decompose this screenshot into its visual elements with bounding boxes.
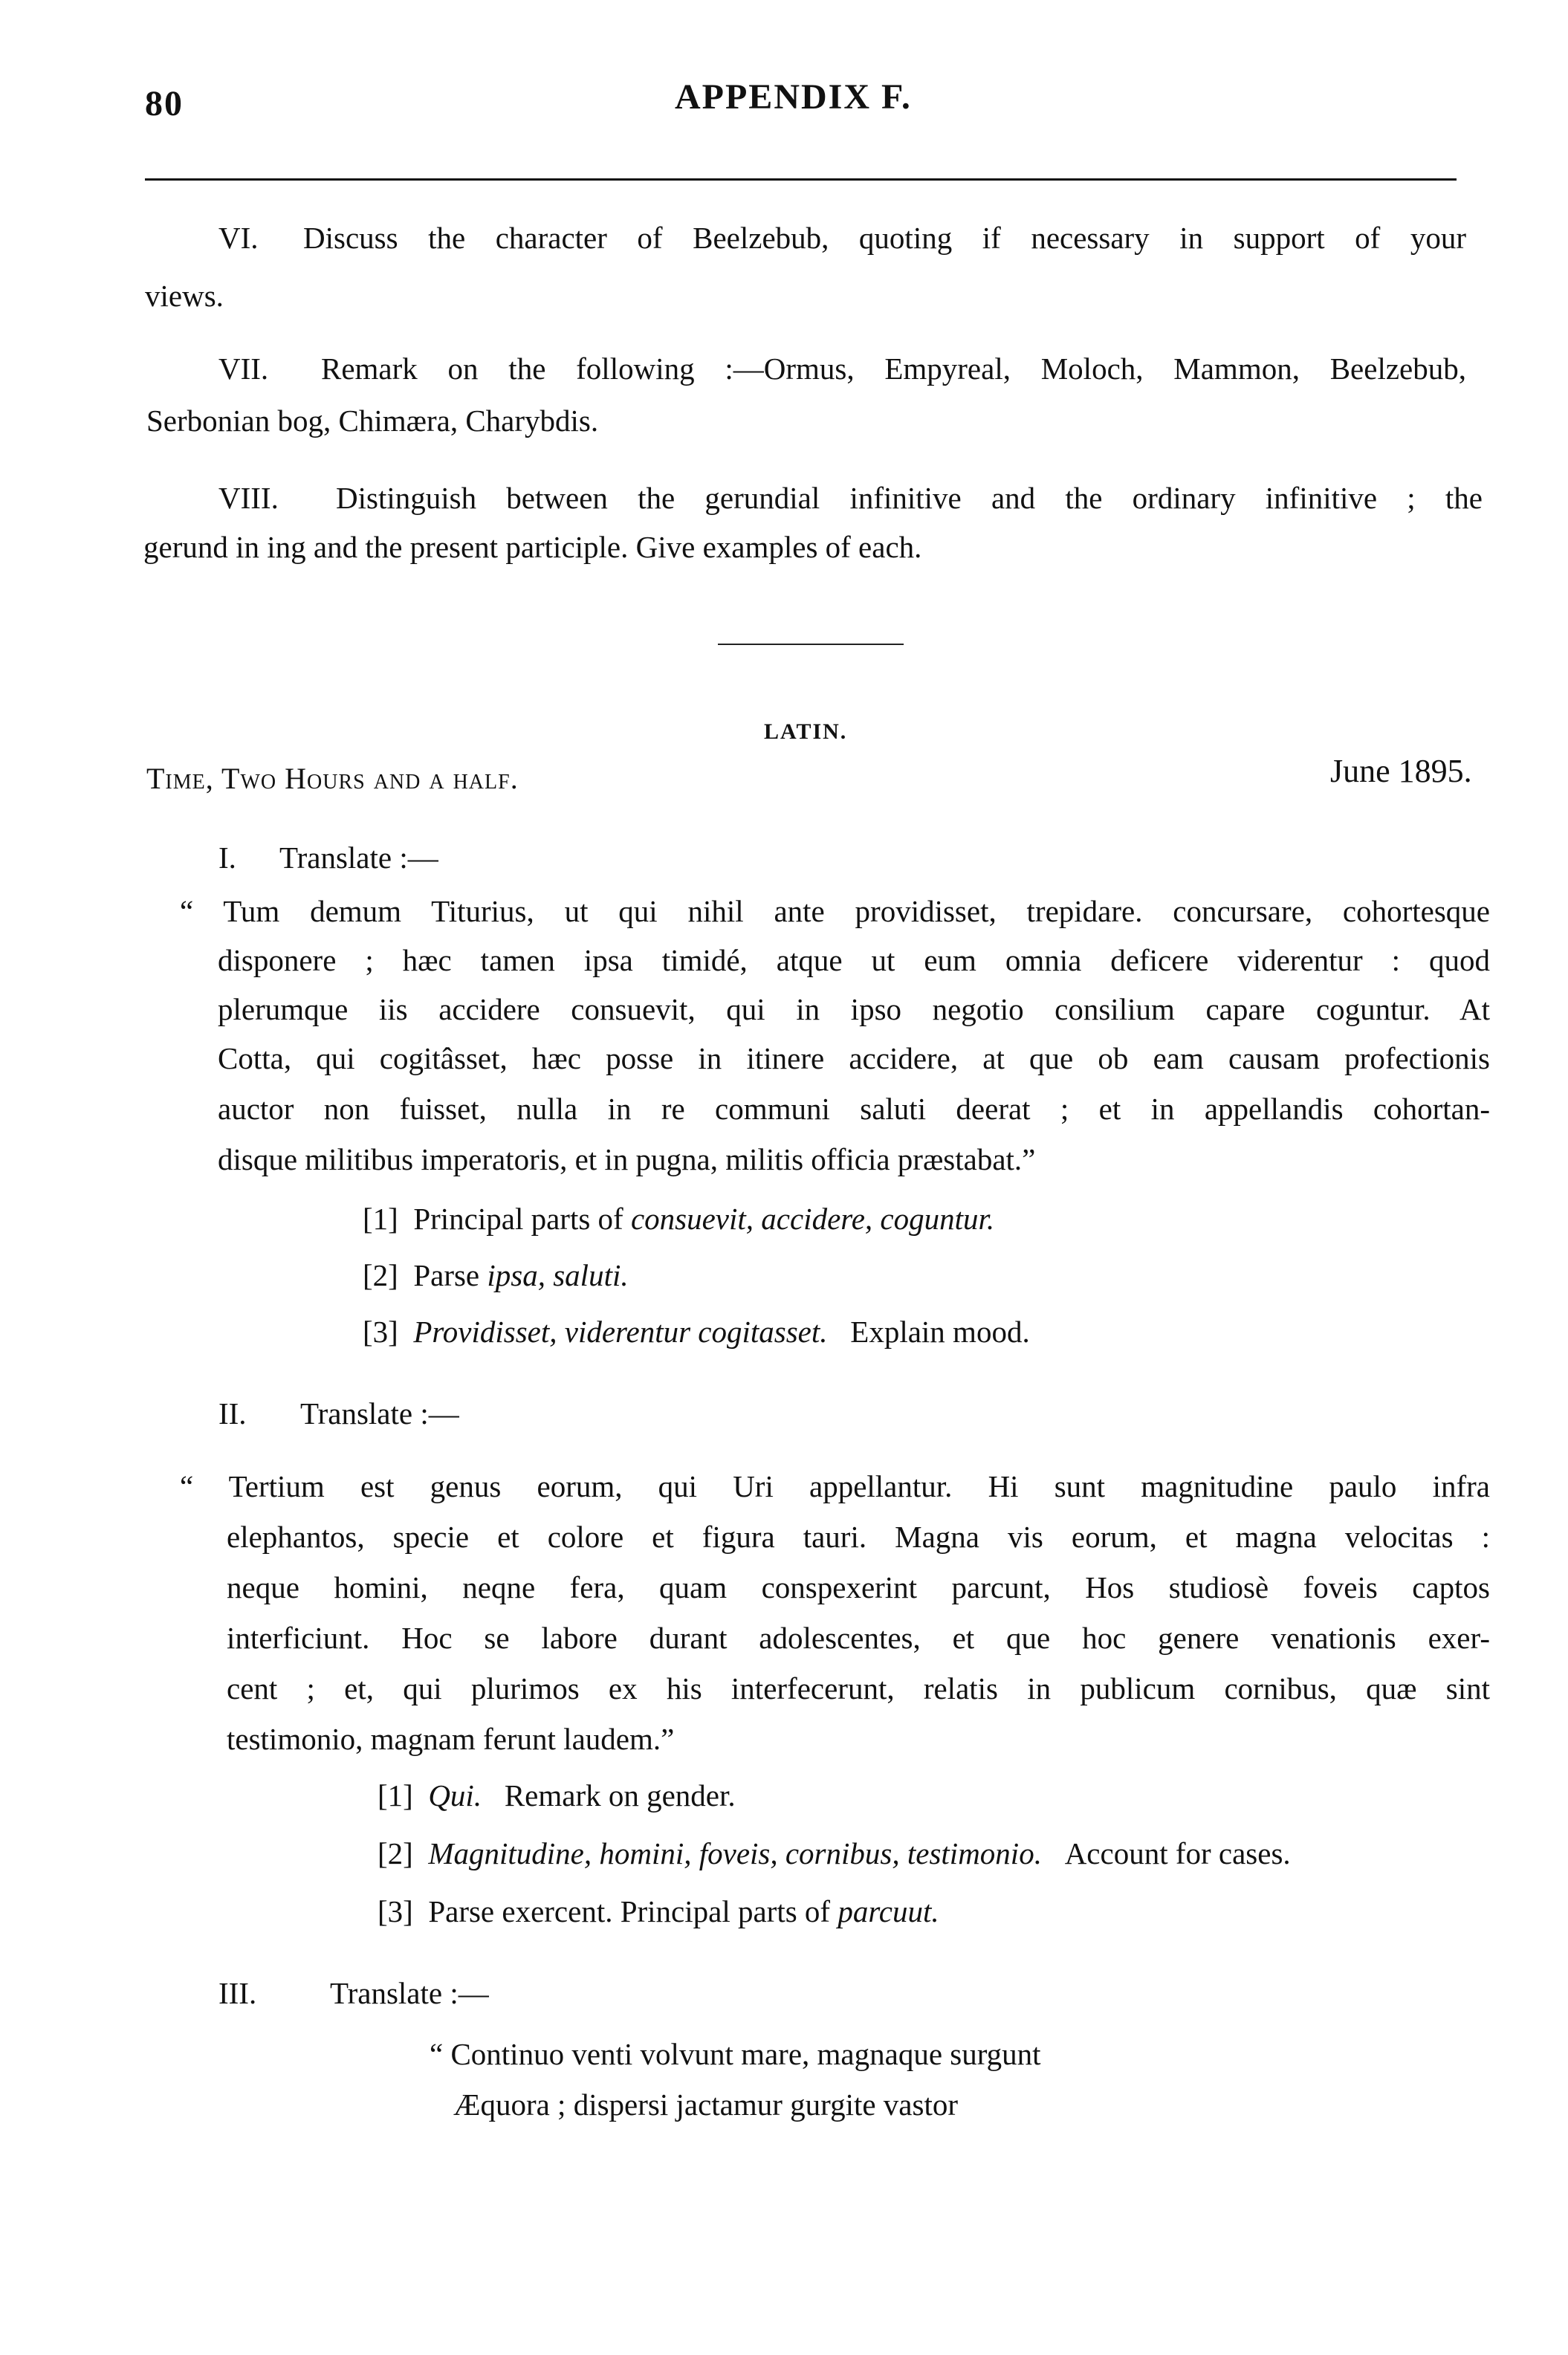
section-1-sub-2 bbox=[363, 1260, 629, 1291]
question-8-number: VIII. bbox=[218, 481, 279, 515]
sub-latin-words: Providisset, viderentur cogitasset. bbox=[413, 1315, 828, 1349]
passage-1-line-3: plerumque iis accidere consuevit, qui in ipso negotio consilium capare coguntur. At bbox=[218, 992, 1490, 1026]
page-title: APPENDIX F. bbox=[675, 77, 912, 117]
section-divider bbox=[718, 644, 904, 645]
section-3-label: Translate :— bbox=[330, 1976, 489, 2010]
question-6-line-2: views. bbox=[145, 279, 224, 313]
passage-2-line-2: elephantos, specie et colore et figura tauri. Magna vis eorum, et magna velocitas : bbox=[227, 1520, 1490, 1554]
section-3-number: III. bbox=[218, 1976, 257, 2010]
section-2-sub-1 bbox=[378, 1778, 736, 1813]
section-2-sub-2 bbox=[378, 1836, 1291, 1870]
passage-1-line-1: “ Tum demum Titurius, ut qui nihil ante providisset, trepidare. concursare, cohortesque bbox=[180, 894, 1490, 928]
passage-2-line-5: cent ; et, qui plurimos ex his interfecerunt, relatis in publicum cornibus, quæ sint bbox=[227, 1671, 1490, 1705]
page-number: 80 bbox=[145, 84, 184, 123]
sub-latin-words: Qui. bbox=[428, 1778, 482, 1813]
sub-number: [1] bbox=[378, 1778, 413, 1813]
sub-latin-words: Magnitudine, homini, foveis, cornibus, testimonio. bbox=[428, 1836, 1042, 1870]
exam-date: June 1895. bbox=[1330, 753, 1472, 789]
sub-number: [3] bbox=[363, 1315, 398, 1349]
header-rule bbox=[145, 178, 1457, 181]
sub-text: Remark on gender. bbox=[504, 1778, 736, 1813]
sub-text: Principal parts of bbox=[413, 1202, 631, 1236]
section-2-number: II. bbox=[218, 1396, 247, 1431]
sub-latin-words: consuevit, accidere, coguntur. bbox=[630, 1202, 995, 1236]
section-1-label: Translate :— bbox=[279, 840, 438, 875]
sub-text: Parse bbox=[413, 1258, 487, 1292]
question-7-line-2: Serbonian bog, Chimæra, Charybdis. bbox=[146, 404, 599, 438]
passage-1-line-4: Cotta, qui cogitâsset, hæc posse in itinere accidere, at que ob eam causam profectionis bbox=[218, 1041, 1490, 1075]
sub-text: Explain mood. bbox=[850, 1315, 1030, 1349]
sub-latin-words: ipsa, saluti. bbox=[487, 1258, 629, 1292]
sub-text: Parse exercent. Principal parts of bbox=[428, 1894, 838, 1928]
passage-1-line-5: auctor non fuisset, nulla in re communi saluti deerat ; et in appellandis cohortan- bbox=[218, 1092, 1490, 1126]
passage-2-line-4: interficiunt. Hoc se labore durant adolescentes, et que hoc genere venationis exer- bbox=[227, 1621, 1490, 1655]
verse-line-1: “ Continuo venti volvunt mare, magnaque surgunt bbox=[430, 2037, 1041, 2071]
passage-1-line-2: disponere ; hæc tamen ipsa timidé, atque ut eum omnia deficere viderentur : quod bbox=[218, 943, 1490, 977]
sub-number: [2] bbox=[363, 1258, 398, 1292]
section-1-sub-3 bbox=[363, 1317, 1030, 1347]
passage-1-line-6: disque militibus imperatoris, et in pugna, militis officia præstabat.” bbox=[218, 1142, 1036, 1176]
sub-number: [1] bbox=[363, 1202, 398, 1236]
time-allowed: Time, Two Hours and a half. bbox=[146, 762, 519, 795]
sub-number: [2] bbox=[378, 1836, 413, 1870]
latin-heading: LATIN. bbox=[764, 719, 848, 744]
sub-text: Account for cases. bbox=[1064, 1836, 1291, 1870]
sub-latin-words: parcuut. bbox=[838, 1894, 939, 1928]
question-6-number: VI. bbox=[218, 221, 259, 255]
question-7-line-1: Remark on the following :—Ormus, Empyreal, Moloch, Mammon, Beelzebub, bbox=[321, 352, 1466, 386]
question-8-line-1: Distinguish between the gerundial infinitive and the ordinary infinitive ; the bbox=[336, 481, 1483, 515]
question-8-line-2: gerund in ing and the present participle. Give examples of each. bbox=[143, 530, 922, 564]
section-2-sub-3 bbox=[378, 1896, 939, 1927]
passage-2-line-1: “ Tertium est genus eorum, qui Uri appellantur. Hi sunt magnitudine paulo infra bbox=[180, 1469, 1490, 1503]
question-6-line-1: Discuss the character of Beelzebub, quoting if necessary in support of your bbox=[303, 221, 1466, 255]
passage-2-line-3: neque homini, neqne fera, quam conspexerint parcunt, Hos studiosè foveis captos bbox=[227, 1570, 1490, 1604]
verse-line-2: Æquora ; dispersi jactamur gurgite vastor bbox=[453, 2087, 959, 2122]
section-2-label: Translate :— bbox=[300, 1396, 459, 1431]
question-7-number: VII. bbox=[218, 352, 269, 386]
section-1-number: I. bbox=[218, 840, 236, 875]
passage-2-line-6: testimonio, magnam ferunt laudem.” bbox=[227, 1722, 675, 1756]
sub-number: [3] bbox=[378, 1894, 413, 1928]
section-1-sub-1 bbox=[363, 1204, 994, 1234]
